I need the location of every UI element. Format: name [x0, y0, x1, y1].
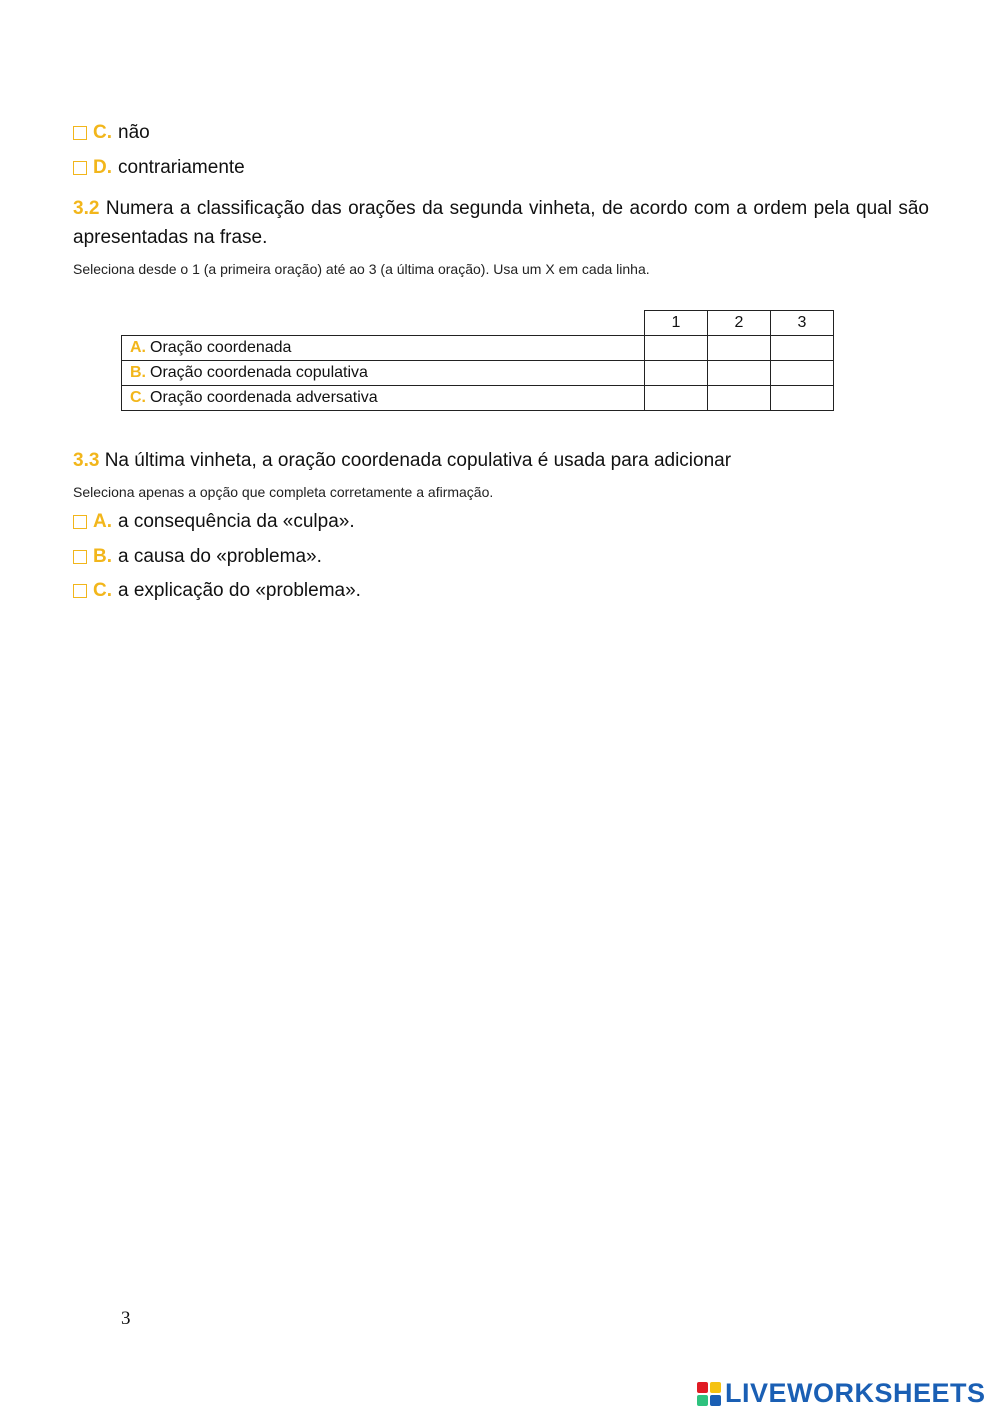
page-number: 3: [121, 1308, 131, 1329]
row-letter: A.: [130, 339, 146, 356]
row-letter: B.: [130, 364, 146, 381]
row-text: Oração coordenada copulativa: [150, 364, 368, 381]
checkbox-icon[interactable]: [73, 161, 87, 175]
option-text: a causa do «problema».: [118, 546, 322, 567]
answer-cell[interactable]: [645, 361, 708, 386]
answer-cell[interactable]: [771, 361, 834, 386]
classification-table: [121, 310, 834, 411]
question-3-3-hint: Seleciona apenas a opção que completa corretamente a afirmação.: [73, 484, 494, 500]
option-c[interactable]: [73, 580, 361, 602]
column-header-3: 3: [771, 311, 834, 336]
option-letter: D.: [93, 157, 112, 178]
option-letter: C.: [93, 122, 112, 143]
question-3-3: [73, 446, 929, 475]
question-number: 3.3: [73, 450, 100, 471]
table-row: [122, 336, 834, 361]
checkbox-icon[interactable]: [73, 126, 87, 140]
table-header-row: [122, 311, 834, 336]
question-3-2: [73, 194, 929, 252]
row-text: Oração coordenada adversativa: [150, 389, 378, 406]
table-corner: [122, 311, 645, 336]
column-header-2: 2: [708, 311, 771, 336]
option-letter: A.: [93, 511, 112, 532]
row-label: [122, 336, 645, 361]
option-text: contrariamente: [118, 157, 245, 178]
logo-text: LIVEWORKSHEETS: [725, 1378, 986, 1408]
answer-cell[interactable]: [771, 336, 834, 361]
question-text: Na última vinheta, a oração coordenada copulativa é usada para adicionar: [104, 450, 732, 471]
option-letter: C.: [93, 580, 112, 601]
option-text: não: [118, 122, 150, 143]
option-letter: B.: [93, 546, 112, 567]
option-d-prev[interactable]: [73, 157, 245, 179]
option-text: a explicação do «problema».: [118, 580, 361, 601]
answer-cell[interactable]: [645, 336, 708, 361]
question-number: 3.2: [73, 198, 100, 219]
liveworksheets-logo: [697, 1378, 986, 1409]
row-label: [122, 361, 645, 386]
answer-cell[interactable]: [645, 386, 708, 411]
liveworksheets-logo-icon: [697, 1382, 721, 1406]
column-header-1: 1: [645, 311, 708, 336]
option-text: a consequência da «culpa».: [118, 511, 355, 532]
answer-cell[interactable]: [708, 361, 771, 386]
answer-cell[interactable]: [708, 336, 771, 361]
table-row: [122, 386, 834, 411]
answer-cell[interactable]: [708, 386, 771, 411]
answer-cell[interactable]: [771, 386, 834, 411]
question-3-2-hint: Seleciona desde o 1 (a primeira oração) até ao 3 (a última oração). Usa um X em cada linha.: [73, 261, 650, 277]
option-b[interactable]: [73, 546, 322, 568]
table-row: [122, 361, 834, 386]
option-c-prev[interactable]: [73, 122, 150, 144]
question-text: Numera a classificação das orações da segunda vinheta, de acordo com a ordem pela qual são apresentadas na frase.: [73, 198, 929, 248]
checkbox-icon[interactable]: [73, 515, 87, 529]
option-a[interactable]: [73, 511, 355, 533]
row-label: [122, 386, 645, 411]
row-text: Oração coordenada: [150, 339, 292, 356]
row-letter: C.: [130, 389, 146, 406]
checkbox-icon[interactable]: [73, 584, 87, 598]
checkbox-icon[interactable]: [73, 550, 87, 564]
